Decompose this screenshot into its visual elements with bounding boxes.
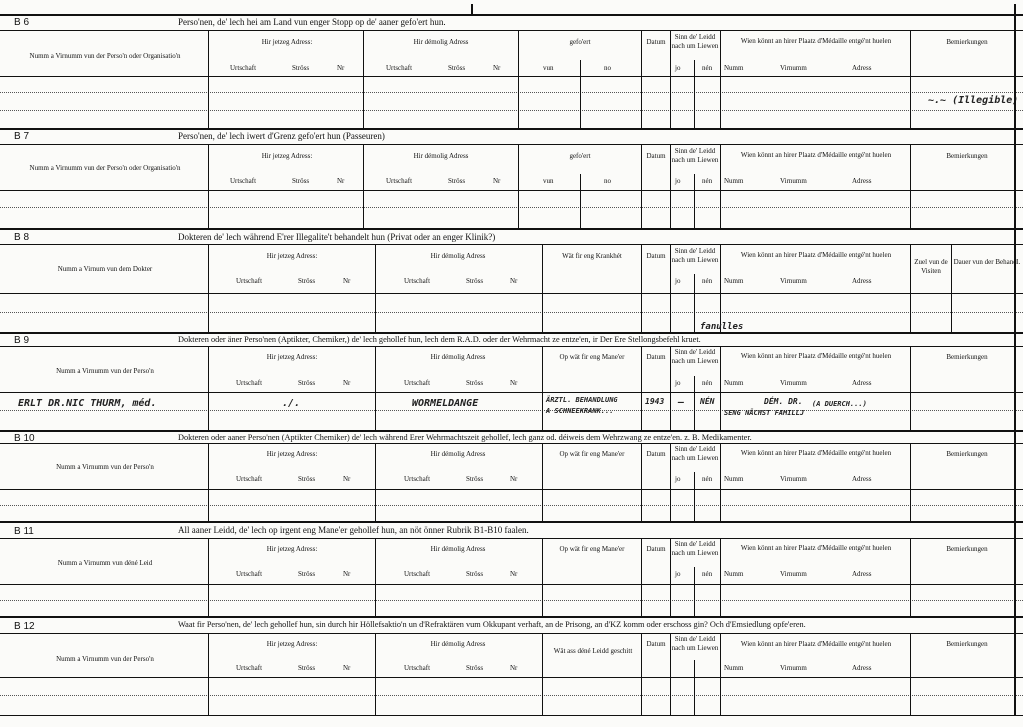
col-divider <box>910 30 911 128</box>
col-divider <box>208 144 209 228</box>
sub-nen: nén <box>702 379 713 387</box>
header-rule <box>0 244 1023 245</box>
handwritten-medaille-1: DÉM. DR. <box>764 397 803 406</box>
section-id-b8: B 8 <box>14 232 30 243</box>
col-divider <box>641 443 642 521</box>
col-name-label: Numm a Virnumm vun der Perso'n <box>56 367 154 375</box>
col-datum: Datum <box>646 640 666 648</box>
col-medaille: Wien könnt an hirer Plaatz d'Médaille entgé'nt huelen <box>740 449 892 457</box>
handwritten-scrawl: ~.~ (Illegible) <box>928 95 1019 106</box>
col-adress-demolig: Hir démolig Adress <box>430 640 486 648</box>
col-divider <box>641 244 642 332</box>
sub-nr: Nr <box>343 664 351 672</box>
sub-uertschaft: Urtschaft <box>236 570 263 578</box>
handwritten-medaille-3: (A DUERCH...) <box>812 400 867 408</box>
sub-stross: Ströss <box>298 475 316 483</box>
sub-adress: Adress <box>852 177 872 185</box>
sub-nr: Nr <box>510 664 518 672</box>
row-rule <box>0 584 1023 585</box>
col-divider <box>694 174 695 228</box>
col-adress-demolig: Hir démolig Adress <box>430 450 486 458</box>
col-leidd-geschitt: Wät ass déné Leidd geschitt <box>553 647 633 655</box>
sub-numm: Numm <box>724 570 744 578</box>
section-rule <box>0 128 1023 130</box>
sub-uertschaft: Urtschaft <box>386 177 413 185</box>
sub-nen: nén <box>702 177 713 185</box>
col-divider <box>208 538 209 616</box>
col-adress-jetzeg: Hir jetzeg Adress: <box>266 545 318 553</box>
section-title-b6: Perso'nen, de' lech hei am Land vun enger Stopp op de' aaner gefo'ert hun. <box>178 17 446 27</box>
header-rule <box>0 443 1023 444</box>
col-divider <box>518 30 519 128</box>
section-id-b11: B 11 <box>14 526 34 537</box>
col-divider <box>542 346 543 430</box>
sub-stross: Ströss <box>292 64 310 72</box>
col-adress-jetzeg: Hir jetzeg Adress: <box>266 450 318 458</box>
dotted-rule <box>0 600 1023 601</box>
col-divider <box>670 30 671 128</box>
col-divider <box>208 30 209 128</box>
sub-uertschaft: Urtschaft <box>230 64 257 72</box>
top-tick-mark <box>471 4 473 14</box>
sub-jo: jo <box>675 475 681 483</box>
col-divider <box>641 144 642 228</box>
row-rule <box>0 293 1023 294</box>
sub-numm: Numm <box>724 64 744 72</box>
sub-jo: jo <box>675 177 681 185</box>
header-rule <box>0 346 1023 347</box>
sub-uertschaft: Urtschaft <box>236 379 263 387</box>
section-rule <box>0 616 1023 618</box>
col-divider <box>641 538 642 616</box>
sub-nr: Nr <box>493 177 501 185</box>
col-sinn-leidd: Sinn de' Leidd nach um Liewen <box>671 147 719 164</box>
col-divider <box>375 244 376 332</box>
dotted-rule <box>0 92 1023 93</box>
col-divider <box>694 376 695 430</box>
sub-nen: nén <box>702 570 713 578</box>
sub-jo: jo <box>675 277 681 285</box>
sub-nr: Nr <box>493 64 501 72</box>
section-title-b7: Perso'nen, de' lech iwert d'Grenz gefo'ert hun (Passeuren) <box>178 131 385 141</box>
col-divider <box>670 144 671 228</box>
col-divider <box>694 274 695 332</box>
sub-numm: Numm <box>724 277 744 285</box>
sub-adress: Adress <box>852 277 872 285</box>
sub-uertschaft: Urtschaft <box>404 379 431 387</box>
sub-adress: Adress <box>852 475 872 483</box>
sub-uertschaft: Urtschaft <box>230 177 257 185</box>
sub-nr: Nr <box>343 475 351 483</box>
sub-uertschaft: Urtschaft <box>404 570 431 578</box>
col-medaille: Wien könnt an hirer Plaatz d'Médaille entgé'nt huelen <box>740 151 892 159</box>
col-adress-demolig: Hir démolig Adress <box>430 252 486 260</box>
col-divider <box>670 443 671 521</box>
col-datum: Datum <box>646 353 666 361</box>
sub-nen: nén <box>702 64 713 72</box>
section-title-b12: Waat fir Perso'nen, de' lech gehollef hun, sin durch hir Höllefsaktio'n un d'Refraktären vum Okkupant verhaft, an de Prisong, an d'KZ komm oder erschoss gin? Och d'Emsiedlung opfe'eren. <box>178 620 806 629</box>
col-datum: Datum <box>646 152 666 160</box>
sub-nr: Nr <box>510 570 518 578</box>
col-datum: Datum <box>646 38 666 46</box>
section-rule <box>0 332 1023 334</box>
sub-stross: Ströss <box>298 664 316 672</box>
col-bemierkungen: Bemierkungen <box>946 353 988 361</box>
sub-uertschaft: Urtschaft <box>236 277 263 285</box>
handwritten-datum: 1943 <box>645 397 665 406</box>
sub-vun: vun <box>543 177 554 185</box>
sub-jo: jo <box>675 64 681 72</box>
sub-uertschaft: Urtschaft <box>404 475 431 483</box>
col-name-label: Numm a Virnumm vun déné Leid <box>57 559 153 567</box>
col-name-label: Numm a Virnumm vun der Perso'n <box>56 463 154 471</box>
sub-numm: Numm <box>724 379 744 387</box>
sub-adress: Adress <box>852 64 872 72</box>
col-adress-demolig: Hir démolig Adress <box>430 545 486 553</box>
section-rule <box>0 430 1023 432</box>
sub-adress: Adress <box>852 379 872 387</box>
col-gefoert: gefo'ert <box>569 152 591 160</box>
sub-stross: Ströss <box>298 277 316 285</box>
sub-vun: vun <box>543 64 554 72</box>
col-divider <box>694 60 695 128</box>
sub-virnumm: Virnumm <box>780 664 807 672</box>
header-rule <box>0 633 1023 634</box>
col-divider <box>720 30 721 128</box>
header-rule <box>0 30 1023 31</box>
col-medaille: Wien könnt an hirer Plaatz d'Médaille entgé'nt huelen <box>740 37 892 45</box>
col-medaille: Wien könnt an hirer Plaatz d'Médaille entgé'nt huelen <box>740 352 892 360</box>
col-name-label: Numm a Virnum vun dem Dokter <box>57 265 153 273</box>
right-page-edge <box>1014 4 1016 716</box>
sub-stross: Ströss <box>298 379 316 387</box>
col-adress-jetzeg: Hir jetzeg Adress: <box>261 38 313 46</box>
sub-stross: Ströss <box>448 64 466 72</box>
dotted-rule <box>0 410 1023 411</box>
col-divider <box>208 346 209 430</box>
section-title-b8: Dokteren de' lech während E'rer Illegalite't behandelt hun (Privat oder an enger Klinik?) <box>178 232 496 242</box>
col-divider <box>670 244 671 332</box>
sub-no: no <box>604 177 611 185</box>
col-bemierkungen: Bemierkungen <box>946 152 988 160</box>
sub-uertschaft: Urtschaft <box>404 277 431 285</box>
col-adress-demolig: Hir démolig Adress <box>413 38 469 46</box>
col-divider <box>670 538 671 616</box>
col-divider <box>375 346 376 430</box>
col-divider <box>694 567 695 616</box>
sub-uertschaft: Urtschaft <box>404 664 431 672</box>
bottom-rule <box>0 715 1023 716</box>
col-divider <box>694 472 695 521</box>
section-title-b11: All aaner Leidd, de' lech op irgent eng Mane'er gehollef hun, an nöt önner Rubrik B1-B10 faalen. <box>178 525 529 535</box>
col-divider <box>720 144 721 228</box>
col-divider <box>208 244 209 332</box>
col-divider <box>910 538 911 616</box>
sub-nr: Nr <box>510 475 518 483</box>
col-divider <box>580 174 581 228</box>
col-divider <box>375 538 376 616</box>
col-divider <box>910 144 911 228</box>
dotted-rule <box>0 505 1023 506</box>
section-title-b9: Dokteren oder äner Perso'nen (Aptikter, Chemiker,) de' lech gehollef hun, lech dem R.A.D. oder der Wehrmacht ze entze'en, ir Der Ere Stellongsbefehl kruet. <box>178 335 701 344</box>
col-dauer: Dauer vun der Behandl. <box>953 258 1021 266</box>
col-name-label: Numm a Virnumm vun der Perso'n <box>56 655 154 663</box>
sub-stross: Ströss <box>448 177 466 185</box>
col-medaille: Wien könnt an hirer Plaatz d'Médaille entgé'nt huelen <box>740 544 892 552</box>
sub-uertschaft: Urtschaft <box>236 475 263 483</box>
sub-numm: Numm <box>724 475 744 483</box>
sub-virnumm: Virnumm <box>780 475 807 483</box>
col-divider <box>208 443 209 521</box>
handwritten-dash: – <box>678 397 685 408</box>
col-divider <box>720 443 721 521</box>
sub-virnumm: Virnumm <box>780 379 807 387</box>
col-datum: Datum <box>646 450 666 458</box>
sub-stross: Ströss <box>466 570 484 578</box>
handwritten-doctor-name: ERLT DR.NIC THURM, méd. <box>18 398 157 409</box>
section-id-b6: B 6 <box>14 17 30 28</box>
col-divider <box>363 30 364 128</box>
section-title-b10: Dokteren oder aaner Perso'nen (Aptikter Chemiker) de' lech während Erer Wehrmachtszeit gehollef, lech ganz od. déiweis dem Wehrzwang ze entze'en. z. B. Medikamenter. <box>178 433 752 442</box>
section-id-b9: B 9 <box>14 335 30 346</box>
col-divider <box>910 244 911 332</box>
col-bemierkungen: Bemierkungen <box>946 640 988 648</box>
sub-jo: jo <box>675 570 681 578</box>
row-rule <box>0 392 1023 393</box>
col-divider <box>910 346 911 430</box>
sub-nen: nén <box>702 475 713 483</box>
col-divider <box>542 633 543 715</box>
col-sinn-leidd: Sinn de' Leidd nach um Liewen <box>671 33 719 50</box>
section-rule <box>0 521 1023 523</box>
col-divider <box>641 346 642 430</box>
col-zuel-visiten: Zuel vun de Visiten <box>914 258 948 275</box>
col-divider <box>720 244 721 332</box>
row-rule <box>0 76 1023 77</box>
sub-nr: Nr <box>510 379 518 387</box>
sub-nr: Nr <box>510 277 518 285</box>
sub-no: no <box>604 64 611 72</box>
col-divider <box>720 346 721 430</box>
dotted-rule <box>0 695 1023 696</box>
col-divider <box>670 346 671 430</box>
sub-stross: Ströss <box>466 475 484 483</box>
handwritten-mane-er-2: A SCHNEEKRANK... <box>546 407 614 415</box>
sub-nr: Nr <box>337 64 345 72</box>
sub-virnumm: Virnumm <box>780 177 807 185</box>
sub-stross: Ströss <box>466 277 484 285</box>
sub-uertschaft: Urtschaft <box>236 664 263 672</box>
sub-uertschaft: Urtschaft <box>386 64 413 72</box>
sub-virnumm: Virnumm <box>780 64 807 72</box>
col-datum: Datum <box>646 545 666 553</box>
section-id-b10: B 10 <box>14 433 35 444</box>
col-adress-jetzeg: Hir jetzeg Adress: <box>266 353 318 361</box>
handwritten-adress-jetzeg: ./. <box>282 398 301 409</box>
sub-stross: Ströss <box>466 664 484 672</box>
dotted-rule <box>0 312 1023 313</box>
col-divider <box>670 633 671 715</box>
section-id-b7: B 7 <box>14 131 30 142</box>
col-divider <box>542 443 543 521</box>
header-rule <box>0 144 1023 145</box>
col-divider <box>720 633 721 715</box>
sub-stross: Ströss <box>466 379 484 387</box>
sub-nen: nén <box>702 277 713 285</box>
col-adress-jetzeg: Hir jetzeg Adress: <box>261 152 313 160</box>
section-id-b12: B 12 <box>14 621 35 632</box>
col-divider <box>580 60 581 128</box>
col-mane-er: Op wät fir eng Mane'er <box>559 353 625 361</box>
col-sinn-leidd: Sinn de' Leidd nach um Liewen <box>671 635 719 652</box>
col-divider <box>641 633 642 715</box>
row-rule <box>0 190 1023 191</box>
col-mane-er: Op wät fir eng Mane'er <box>559 545 625 553</box>
sub-virnumm: Virnumm <box>780 277 807 285</box>
sub-jo: jo <box>675 379 681 387</box>
row-rule <box>0 489 1023 490</box>
section-rule <box>0 228 1023 230</box>
col-datum: Datum <box>646 252 666 260</box>
sub-nr: Nr <box>343 570 351 578</box>
col-divider <box>518 144 519 228</box>
col-divider <box>208 633 209 715</box>
col-sinn-leidd: Sinn de' Leidd nach um Liewen <box>671 247 719 264</box>
col-mane-er: Op wät fir eng Mane'er <box>559 450 625 458</box>
col-bemierkungen: Bemierkungen <box>946 545 988 553</box>
handwritten-nen: NÉN <box>700 397 715 406</box>
col-name-label: Numm a Virnumm vun der Perso'n oder Organisatio'n <box>29 164 181 172</box>
header-rule <box>0 538 1023 539</box>
col-divider <box>910 443 911 521</box>
sub-virnumm: Virnumm <box>780 570 807 578</box>
dotted-rule <box>0 110 1023 111</box>
sub-adress: Adress <box>852 570 872 578</box>
sub-stross: Ströss <box>292 177 310 185</box>
sub-nr: Nr <box>343 379 351 387</box>
handwritten-mane-er-1: ÄRZTL. BEHANDLUNG <box>546 396 618 404</box>
col-divider <box>694 660 695 715</box>
col-sinn-leidd: Sinn de' Leidd nach um Liewen <box>671 348 719 365</box>
col-adress-jetzeg: Hir jetzeg Adress: <box>266 640 318 648</box>
col-bemierkungen: Bemierkungen <box>946 450 988 458</box>
col-divider <box>542 538 543 616</box>
section-rule <box>0 14 1023 16</box>
col-divider <box>910 633 911 715</box>
col-divider <box>951 244 952 332</box>
sub-stross: Ströss <box>298 570 316 578</box>
sub-adress: Adress <box>852 664 872 672</box>
col-krankhet: Wät fir eng Krankhét <box>562 252 622 260</box>
handwritten-annotation: fanulles <box>700 322 744 332</box>
col-divider <box>542 244 543 332</box>
col-adress-demolig: Hir démolig Adress <box>430 353 486 361</box>
sub-numm: Numm <box>724 177 744 185</box>
sub-nr: Nr <box>343 277 351 285</box>
col-divider <box>720 538 721 616</box>
col-adress-demolig: Hir démolig Adress <box>413 152 469 160</box>
col-bemierkungen: Bemierkungen <box>946 38 988 46</box>
col-sinn-leidd: Sinn de' Leidd nach um Liewen <box>671 540 719 557</box>
col-medaille: Wien könnt an hirer Plaatz d'Médaille entgé'nt huelen <box>740 640 892 648</box>
col-medaille: Wien könnt an hirer Plaatz d'Médaille entgé'nt huelen <box>740 251 892 259</box>
col-adress-jetzeg: Hir jetzeg Adress: <box>266 252 318 260</box>
row-rule <box>0 677 1023 678</box>
sub-numm: Numm <box>724 664 744 672</box>
col-gefoert: gefo'ert <box>569 38 591 46</box>
col-sinn-leidd: Sinn de' Leidd nach um Liewen <box>671 445 719 462</box>
col-divider <box>375 443 376 521</box>
handwritten-adress-demolig: WORMELDANGE <box>412 398 479 409</box>
col-divider <box>375 633 376 715</box>
col-name-label: Numm a Virnumm vun der Perso'n oder Organisatio'n <box>29 52 181 60</box>
sub-nr: Nr <box>337 177 345 185</box>
handwritten-medaille-2: SENG NÄCHST FAMILLJ <box>724 409 805 417</box>
col-divider <box>363 144 364 228</box>
dotted-rule <box>0 207 1023 208</box>
col-divider <box>641 30 642 128</box>
